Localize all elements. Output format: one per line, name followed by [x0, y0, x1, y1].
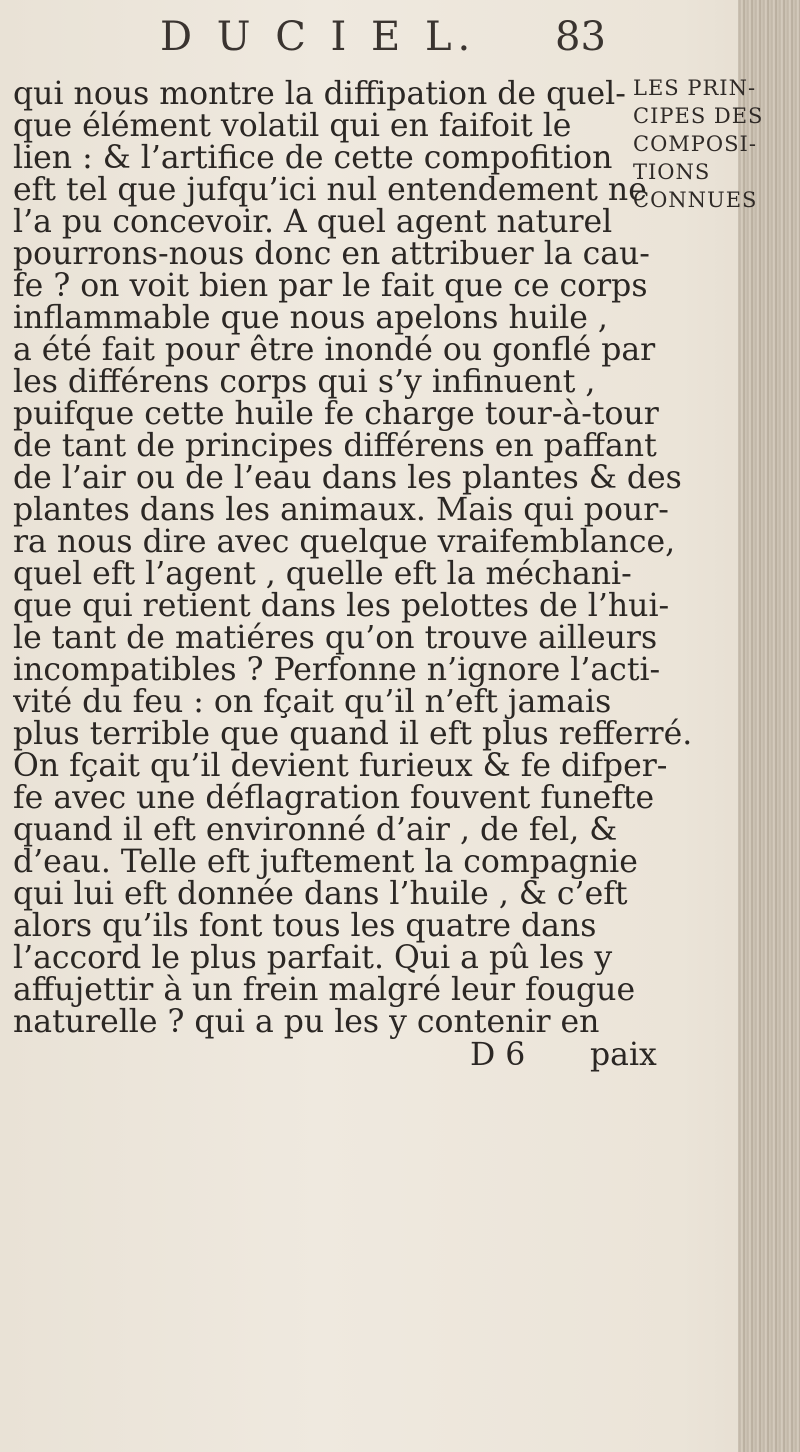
margin-note-line: TIONS [633, 160, 711, 184]
text-line: naturelle ? qui a pu les y contenir en [13, 1004, 600, 1040]
header-title: D U C I E L. [160, 14, 477, 60]
text-line: fe ? on voit bien par le fait que ce corps [13, 268, 648, 304]
text-line: de l’air ou de l’eau dans les plantes & des [13, 460, 682, 496]
text-line: On fçait qu’il devient furieux & fe difper- [13, 748, 668, 784]
text-line: d’eau. Telle eft juftement la compagnie [13, 844, 638, 880]
text-line: vité du feu : on fçait qu’il n’eft jamais [13, 684, 612, 720]
text-line: que élément volatil qui en faifoit le [13, 108, 572, 144]
text-line: a été fait pour être inondé ou gonflé par [13, 332, 656, 368]
text-line: plus terrible que quand il eft plus refferré. [13, 716, 693, 752]
text-line: pourrons-nous donc en attribuer la cau- [13, 236, 650, 272]
text-line: les différens corps qui s’y infinuent , [13, 364, 596, 400]
text-line: que qui retient dans les pelottes de l’hui- [13, 588, 670, 624]
text-line: quand il eft environné d’air , de fel, & [13, 812, 618, 848]
text-line: incompatibles ? Perfonne n’ignore l’acti- [13, 652, 661, 688]
text-line: alors qu’ils font tous les quatre dans [13, 908, 597, 944]
text-line: qui lui eft donnée dans l’huile , & c’eft [13, 876, 628, 912]
signature-mark: D 6 [470, 1037, 526, 1073]
margin-note-line: CIPES DES [633, 104, 764, 128]
text-line: lien : & l’artifice de cette compofition [13, 140, 613, 176]
text-line: puifque cette huile fe charge tour-à-tour [13, 396, 659, 432]
text-line: fe avec une déflagration fouvent funefte [13, 780, 655, 816]
text-line: l’a pu concevoir. A quel agent naturel [13, 204, 613, 240]
page-edge [738, 0, 800, 1452]
text-line: de tant de principes différens en paffant [13, 428, 657, 464]
text-line: qui nous montre la diffipation de quel- [13, 76, 626, 112]
text-line: quel eft l’agent , quelle eft la méchani- [13, 556, 632, 592]
margin-note-line: COMPOSI- [633, 132, 757, 156]
margin-note-line: LES PRIN- [633, 76, 757, 100]
text-line: inflammable que nous apelons huile , [13, 300, 608, 336]
text-line: eft tel que jufqu’ici nul entendement ne [13, 172, 647, 208]
page-footer [0, 1029, 720, 1081]
catchword: paix [590, 1037, 657, 1073]
page-number: 83 [555, 14, 606, 60]
text-line: affujettir à un frein malgré leur fougue [13, 972, 636, 1008]
text-line: l’accord le plus parfait. Qui a pû les y [13, 940, 613, 976]
text-line: ra nous dire avec quelque vraifemblance, [13, 524, 676, 560]
text-line: le tant de matiéres qu’on trouve ailleurs [13, 620, 658, 656]
text-line: plantes dans les animaux. Mais qui pour- [13, 492, 669, 528]
running-header [160, 14, 660, 70]
margin-note-line: CONNUES [633, 188, 758, 212]
